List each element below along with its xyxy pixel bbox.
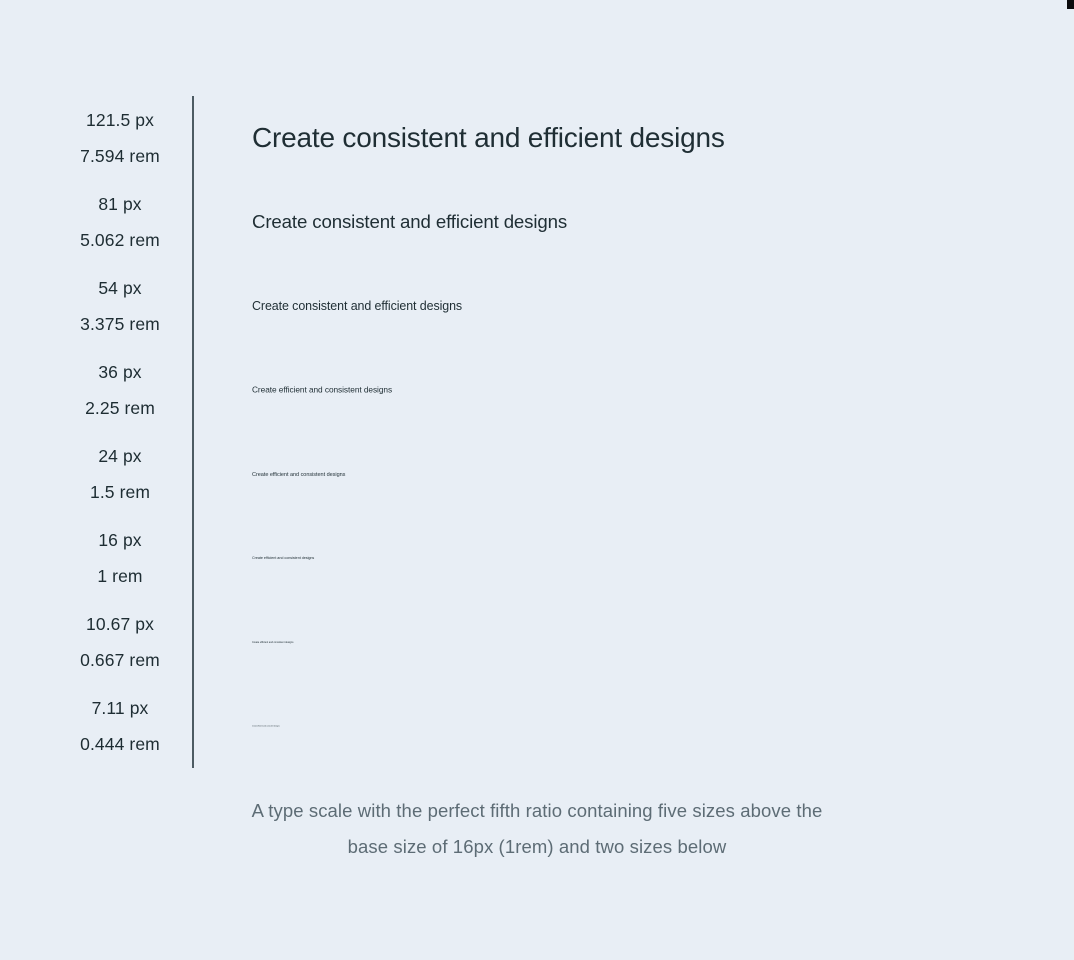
size-label-row: [48, 600, 192, 684]
px-size-label: 54 px: [98, 278, 142, 298]
sample-text-column: [194, 96, 1074, 768]
sample-row: [252, 96, 1074, 180]
sample-text: Create consistent and efficient designs: [252, 122, 725, 153]
rem-size-label: 3.375 rem: [80, 314, 160, 334]
rem-size-label: 2.25 rem: [85, 398, 155, 418]
sample-text: Create efficient and consistent designs: [252, 385, 393, 395]
px-size-label: 10.67 px: [86, 614, 154, 634]
sample-row: [252, 516, 1074, 600]
px-size-label: 121.5 px: [86, 110, 154, 130]
caption-line-1: A type scale with the perfect fifth ratio containing five sizes above the: [251, 800, 823, 821]
sample-row: [252, 432, 1074, 516]
rem-size-label: 0.444 rem: [80, 734, 160, 754]
px-size-label: 81 px: [98, 194, 142, 214]
size-label-row: [48, 432, 192, 516]
sample-row: [252, 348, 1074, 432]
rem-size-label: 5.062 rem: [80, 230, 160, 250]
rem-size-label: 1.5 rem: [89, 482, 151, 502]
px-size-label: 24 px: [98, 446, 142, 466]
sample-text: Create efficient and consistent designs: [252, 470, 346, 477]
sample-row: [252, 600, 1074, 684]
size-label-row: [48, 96, 192, 180]
sample-text: Create consistent and efficient designs: [252, 298, 463, 313]
sample-row: [252, 180, 1074, 264]
figure-caption: [0, 793, 1074, 865]
sample-text: Create efficient and consistent designs: [252, 725, 280, 727]
sample-text: Create efficient and consistent designs: [252, 640, 294, 644]
rem-size-label: 1 rem: [97, 566, 143, 586]
type-scale-figure: [0, 96, 1074, 768]
size-label-column: [0, 96, 192, 768]
sample-row: [252, 264, 1074, 348]
px-size-label: 7.11 px: [91, 698, 149, 718]
size-label-row: [48, 684, 192, 768]
corner-artifact: [1067, 0, 1074, 9]
sample-text: Create efficient and consistent designs: [252, 555, 315, 560]
sample-row: [252, 684, 1074, 768]
px-size-label: 36 px: [98, 362, 142, 382]
size-label-row: [48, 516, 192, 600]
size-label-row: [48, 264, 192, 348]
sample-text: Create consistent and efficient designs: [252, 211, 568, 232]
rem-size-label: 7.594 rem: [80, 146, 160, 166]
size-label-row: [48, 348, 192, 432]
size-label-row: [48, 180, 192, 264]
caption-line-2: base size of 16px (1rem) and two sizes below: [347, 836, 727, 857]
rem-size-label: 0.667 rem: [80, 650, 160, 670]
px-size-label: 16 px: [98, 530, 142, 550]
